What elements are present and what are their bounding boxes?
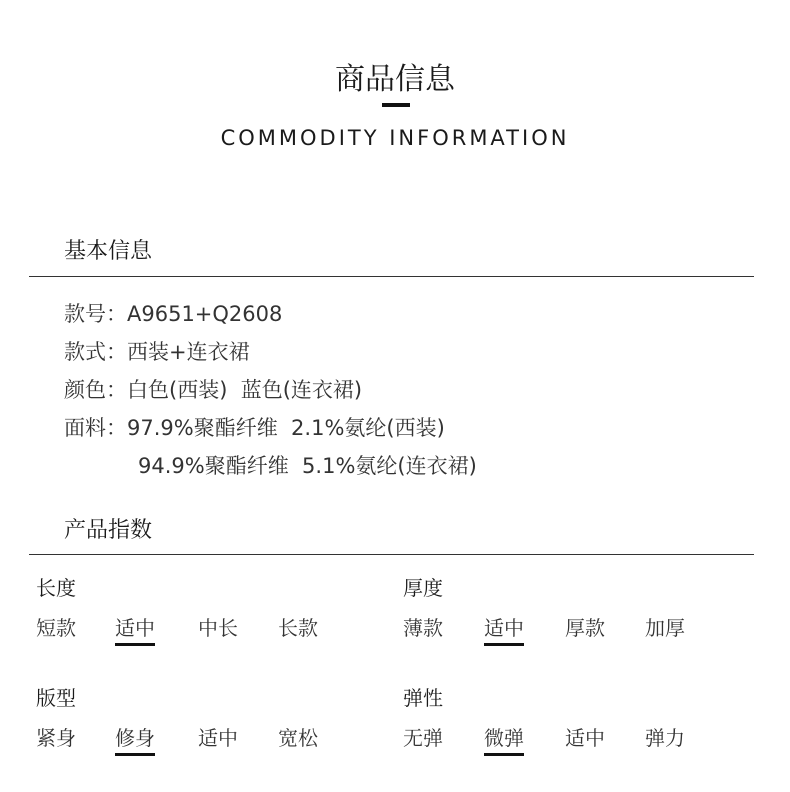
- index-option-selected: 修身: [115, 722, 155, 756]
- index-option: 宽松: [278, 726, 318, 750]
- info-value: A9651+Q2608: [127, 302, 283, 326]
- info-label: 颜色：: [64, 378, 127, 402]
- index-option-selected: 适中: [115, 612, 155, 646]
- index-group-fit-title: 版型: [36, 686, 76, 710]
- info-row-style-number: [64, 298, 282, 328]
- info-value: 97.9%聚酯纤维 2.1%氨纶(西装): [127, 416, 445, 440]
- basic-info-divider: [29, 276, 754, 277]
- index-option: 薄款: [403, 616, 443, 640]
- index-option: 弹力: [645, 726, 685, 750]
- product-index-divider: [29, 554, 754, 555]
- basic-info-heading: 基本信息: [64, 239, 153, 264]
- index-option: 厚款: [565, 616, 605, 640]
- info-label: 面料：: [64, 416, 127, 440]
- product-index-heading: 产品指数: [64, 518, 153, 543]
- index-option-selected: 微弹: [484, 722, 524, 756]
- index-option: 长款: [278, 616, 318, 640]
- info-label: 款号：: [64, 302, 127, 326]
- index-group-thickness-title: 厚度: [403, 576, 443, 600]
- index-option-selected: 适中: [484, 612, 524, 646]
- index-option: 中长: [198, 616, 238, 640]
- index-group-length-title: 长度: [36, 576, 76, 600]
- info-row-fabric-cont: 94.9%聚酯纤维 5.1%氨纶(连衣裙): [138, 454, 477, 478]
- page-title: 商品信息: [335, 62, 455, 97]
- info-value: 西装+连衣裙: [127, 340, 250, 364]
- index-option: 适中: [198, 726, 238, 750]
- info-row-color: [64, 374, 362, 404]
- page-subtitle: COMMODITY INFORMATION: [220, 126, 570, 150]
- info-row-fabric: [64, 412, 445, 442]
- index-option: 适中: [565, 726, 605, 750]
- info-label: 款式：: [64, 340, 127, 364]
- info-value: 白色(西装) 蓝色(连衣裙): [127, 378, 363, 402]
- info-row-style: [64, 336, 250, 366]
- index-option: 无弹: [403, 726, 443, 750]
- index-option: 短款: [36, 616, 76, 640]
- index-option: 紧身: [36, 726, 76, 750]
- title-underline: [382, 103, 410, 107]
- index-group-elasticity-title: 弹性: [403, 686, 443, 710]
- index-option: 加厚: [645, 616, 685, 640]
